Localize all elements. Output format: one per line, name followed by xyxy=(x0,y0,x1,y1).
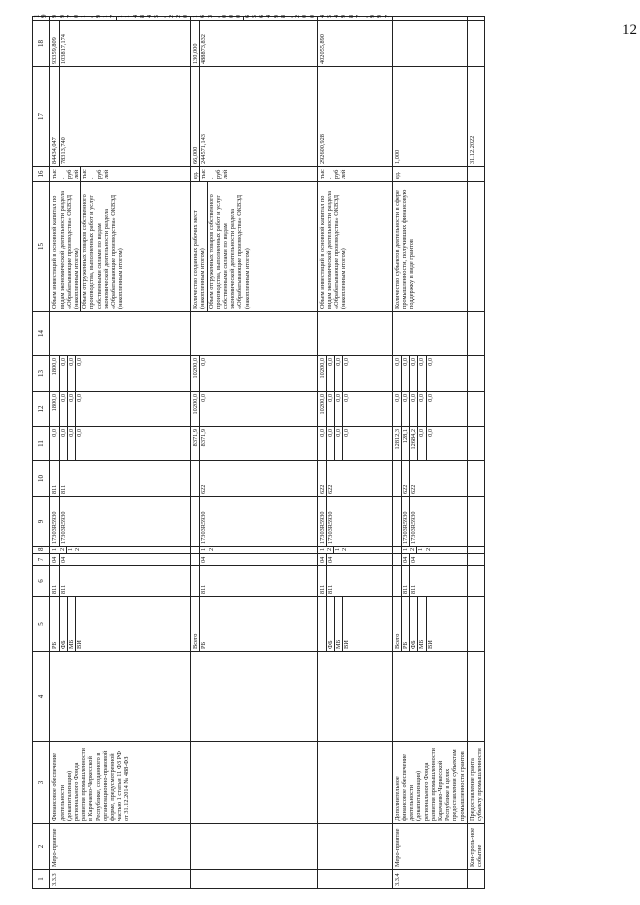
v19-cell xyxy=(50,14,191,21)
c10 xyxy=(394,461,401,496)
c11-cell xyxy=(191,427,317,461)
indicator-cell xyxy=(50,182,191,312)
c10: 811 xyxy=(51,484,59,494)
hdr-9: 9 xyxy=(33,497,50,547)
c7-cell xyxy=(467,554,484,566)
c7: 04 xyxy=(409,554,417,565)
c13-cell xyxy=(50,356,191,392)
c11: 0,0 xyxy=(67,427,75,460)
c11: 8371,9 xyxy=(192,429,200,447)
src xyxy=(319,597,326,651)
hdr-13: 13 xyxy=(33,356,50,392)
row-col4 xyxy=(191,652,317,742)
v17: 78313,740 xyxy=(59,67,67,166)
c13: 10200,0 xyxy=(192,358,200,379)
table-row xyxy=(191,17,317,889)
hdr-14: 14 xyxy=(33,312,50,356)
unit: ед. xyxy=(393,171,401,179)
hdr-11: 11 xyxy=(33,427,50,461)
c13-cell xyxy=(467,356,484,392)
c10: 622 xyxy=(401,461,409,496)
v17-cell xyxy=(392,67,467,167)
c14-cell xyxy=(317,312,392,356)
c9-cell xyxy=(317,497,392,547)
c14-cell xyxy=(191,312,317,356)
table-row xyxy=(467,17,484,889)
c12: 0,0 xyxy=(59,392,67,426)
indicator-cell xyxy=(191,182,317,312)
src: ВИ xyxy=(426,597,434,651)
header-row xyxy=(33,17,50,889)
c8: 12 xyxy=(51,547,66,551)
c13-cell xyxy=(317,356,392,392)
c11: 0,0 xyxy=(59,427,67,460)
src: ВИ xyxy=(342,597,350,651)
c14-cell xyxy=(392,312,467,356)
v18: 130,000 xyxy=(192,43,200,64)
c8 xyxy=(394,547,401,553)
c7 xyxy=(394,554,401,565)
v18-cell xyxy=(191,21,317,67)
unit: тыс. рублей xyxy=(80,167,110,181)
v19-cell xyxy=(392,17,467,21)
unit: тыс. рублей xyxy=(51,169,81,179)
row-col4 xyxy=(317,652,392,742)
src: МБ xyxy=(67,597,75,651)
c6: 811 xyxy=(199,566,207,596)
c11: 12684,2 xyxy=(409,427,417,460)
unit: тыс. рублей xyxy=(318,169,348,179)
c13: 0,0 xyxy=(409,356,417,391)
c11: 0,0 xyxy=(342,427,350,460)
c11: 128,1 xyxy=(401,427,409,460)
v17: 292600,928 xyxy=(318,134,326,164)
unit-cell xyxy=(50,167,191,182)
row-type: Меро-приятие xyxy=(50,824,191,870)
c12: 0,0 xyxy=(326,392,334,426)
c6-cell xyxy=(191,566,317,597)
indicator-text: Объем инвестиций в основной капитал по видам экономической деятельности раздела «Обрабатывающие производства» ОКВЭД (накопленным итогом) xyxy=(51,191,81,309)
c12: 0,0 xyxy=(401,392,409,426)
row-name: Предоставление гранта субъекту промышленности xyxy=(467,742,484,824)
src-cell xyxy=(191,597,317,652)
c9: 17303R5930 xyxy=(326,497,334,546)
row-col4 xyxy=(50,652,191,742)
row-id: 3.3.4 xyxy=(392,870,467,889)
src: ФБ xyxy=(59,597,67,651)
v18-cell xyxy=(50,21,191,67)
c7-cell xyxy=(191,554,317,566)
c12: 0,0 xyxy=(199,392,207,426)
row-name: Финансовое обеспечение деятельности (докапитализация) регионального Фонда развития промышленности в Карачаево-Черкесской Республике, созданного в организационно-правовой форме, предусмотренной частью 1 статьи 11 ФЗ РФ от 31.12.2014 № 488-ФЗ xyxy=(50,742,191,824)
unit-cell xyxy=(392,167,467,182)
c12: 0,0 xyxy=(342,392,350,426)
v19-cell xyxy=(467,17,484,21)
hdr-5: 5 xyxy=(33,597,50,652)
c13: 0,0 xyxy=(75,356,83,391)
c13-cell xyxy=(392,356,467,392)
src: МБ xyxy=(334,597,342,651)
c6: 811 xyxy=(59,566,67,596)
c10: 622 xyxy=(199,461,207,496)
c13: 0,0 xyxy=(326,356,334,391)
c6: 811 xyxy=(51,584,59,594)
c13: 0,0 xyxy=(342,356,350,391)
row-type: Кон-троль-ное событие xyxy=(467,824,484,870)
c13: 0,0 xyxy=(401,356,409,391)
c12-cell xyxy=(467,392,484,427)
v18: 93359,809 xyxy=(51,37,59,64)
row-id xyxy=(467,870,484,889)
c11: 0,0 xyxy=(417,427,425,460)
c12: 0,0 xyxy=(409,392,417,426)
src: ФБ xyxy=(326,597,334,651)
c11-cell xyxy=(467,427,484,461)
c9-cell xyxy=(392,497,467,547)
c9: 17303R5930 xyxy=(318,511,326,544)
c13-cell xyxy=(191,356,317,392)
indicator-cell xyxy=(317,182,392,312)
row-name xyxy=(191,742,317,824)
indicator-text: Объем отгруженных товаров собственного производства, выполненных работ и услуг собственными силами по видам экономической деятельности раздела «Обрабатывающие производства» ОКВЭД (накопленным итогом) xyxy=(80,182,124,311)
v18: 103817,174 xyxy=(59,21,67,66)
v17: 244571,143 xyxy=(199,67,207,166)
hdr-19: 19 xyxy=(33,17,50,21)
c9: 17303R5930 xyxy=(409,497,417,546)
c13: 10200,0 xyxy=(318,358,326,379)
c7-cell xyxy=(392,554,467,566)
unit-cell xyxy=(317,167,392,182)
v17-cell xyxy=(50,67,191,167)
row-type xyxy=(191,824,317,870)
c13: 1800,0 xyxy=(51,358,59,376)
src: ВИ xyxy=(75,597,83,651)
src-cell xyxy=(317,597,392,652)
src-cell xyxy=(392,597,467,652)
c8 xyxy=(192,547,199,553)
c14-cell xyxy=(50,312,191,356)
row-col4 xyxy=(467,652,484,742)
v17-cell xyxy=(317,67,392,167)
src: МБ xyxy=(417,597,425,651)
v18-cell xyxy=(467,21,484,67)
c10-cell xyxy=(467,461,484,497)
table-row xyxy=(50,17,191,889)
src: РБ xyxy=(51,641,59,649)
c7: 04 xyxy=(59,554,67,565)
hdr-17: 17 xyxy=(33,67,50,167)
c6: 811 xyxy=(318,584,326,594)
c10 xyxy=(192,461,199,496)
c10-cell xyxy=(50,461,191,497)
table-container xyxy=(32,16,607,889)
hdr-4: 4 xyxy=(33,652,50,742)
hdr-15: 15 xyxy=(33,182,50,312)
c13: 0,0 xyxy=(417,356,425,391)
v17: 84434,047 xyxy=(51,137,59,164)
c8: 12 xyxy=(200,547,215,551)
c13: 0,0 xyxy=(199,356,207,391)
c6: 811 xyxy=(401,566,409,596)
c11: 0,0 xyxy=(75,427,83,460)
c12: 0,0 xyxy=(426,392,434,426)
c10: 811 xyxy=(59,461,67,496)
v18-cell xyxy=(392,21,467,67)
indicator-text: Количество созданных рабочих мест (накопленным итогом) xyxy=(192,210,207,309)
c10-cell xyxy=(392,461,467,497)
c11-cell xyxy=(392,427,467,461)
c12: 10200,0 xyxy=(192,394,200,415)
hdr-10: 10 xyxy=(33,461,50,497)
c9-cell xyxy=(50,497,191,547)
c12: 1800,0 xyxy=(51,394,59,412)
c6-cell xyxy=(50,566,191,597)
c7 xyxy=(192,554,199,565)
c12: 0,0 xyxy=(75,392,83,426)
c11: 12812,3 xyxy=(393,429,401,450)
c9-cell xyxy=(467,497,484,547)
c10: 622 xyxy=(318,484,326,494)
c8: 12 xyxy=(401,547,417,551)
c6 xyxy=(192,566,199,596)
c11: 8371,9 xyxy=(199,427,207,460)
c10: 622 xyxy=(409,461,417,496)
c6-cell xyxy=(317,566,392,597)
c10-cell xyxy=(191,461,317,497)
c6 xyxy=(394,566,401,596)
src: РБ xyxy=(401,597,409,651)
src: ФБ xyxy=(409,597,417,651)
c13: 0,0 xyxy=(59,356,67,391)
row-id: 3.3.3 xyxy=(50,870,191,889)
v19: 656498,200 xyxy=(243,14,316,18)
v18: 488873,832 xyxy=(199,21,207,66)
v17: 66,000 xyxy=(192,146,200,164)
c8: 12 xyxy=(66,547,82,551)
v19: 114845,220 xyxy=(117,14,190,18)
row-col4 xyxy=(392,652,467,742)
row-type: Меро-приятие xyxy=(392,824,467,870)
row-id xyxy=(317,870,392,889)
row-type xyxy=(317,824,392,870)
c12-cell xyxy=(392,392,467,427)
hdr-2: 2 xyxy=(33,824,50,870)
c8-cell xyxy=(317,547,392,554)
c9 xyxy=(192,497,199,546)
c13: 0,0 xyxy=(393,358,401,366)
rotated-table xyxy=(32,16,607,889)
indicator-text: Количество субъектов деятельности в сфере промышленности, получивших финансовую поддержку в виде грантов xyxy=(393,189,416,309)
c8-cell xyxy=(50,547,191,554)
c11: 0,0 xyxy=(318,429,326,437)
v18-cell xyxy=(317,21,392,67)
c9: 17303R5930 xyxy=(51,511,59,544)
c12: 10200,0 xyxy=(318,394,326,415)
row-name xyxy=(317,742,392,824)
src-cell xyxy=(50,597,191,652)
hdr-12: 12 xyxy=(33,392,50,427)
hdr-1: 1 xyxy=(33,870,50,889)
table-row xyxy=(317,17,392,889)
v17-cell xyxy=(191,67,317,167)
src: Всего xyxy=(192,633,200,649)
c12-cell xyxy=(317,392,392,427)
row-id xyxy=(191,870,317,889)
c12: 0,0 xyxy=(417,392,425,426)
c11-cell xyxy=(50,427,191,461)
c11: 0,0 xyxy=(334,427,342,460)
c10: 622 xyxy=(326,461,334,496)
c10-cell xyxy=(317,461,392,497)
v19-cell xyxy=(317,14,392,21)
hdr-6: 6 xyxy=(33,566,50,597)
c7: 04 xyxy=(326,554,334,565)
c8: 12 xyxy=(334,547,349,551)
unit: тыс. рублей xyxy=(199,167,229,181)
c9: 17303R5930 xyxy=(199,497,207,546)
v19: 163,000 xyxy=(192,14,243,18)
c6: 811 xyxy=(409,566,417,596)
c12: 0,0 xyxy=(334,392,342,426)
c6-cell xyxy=(392,566,467,597)
c13: 0,0 xyxy=(334,356,342,391)
src: РБ xyxy=(199,597,207,651)
indicator-text: Объем отгруженных товаров собственного производства, выполненных работ и услуг собственными силами по видам экономической деятельности раздела «Обрабатывающие производства» ОКВЭД (накопленным итогом) xyxy=(207,182,251,311)
c14-cell xyxy=(467,312,484,356)
c6-cell xyxy=(467,566,484,597)
c12: 0,0 xyxy=(67,392,75,426)
c7-cell xyxy=(50,554,191,566)
c9 xyxy=(394,497,401,546)
v18: 402055,890 xyxy=(318,34,326,64)
indicator-text: Объем инвестиций в основной капитал по видам экономической деятельности раздела «Обрабатывающие производства» ОКВЭД (накопленным итогом) xyxy=(318,191,348,309)
table-row xyxy=(392,17,467,889)
v19-cell xyxy=(191,14,317,21)
unit-cell xyxy=(191,167,317,182)
c13: 0,0 xyxy=(67,356,75,391)
c11: 0,0 xyxy=(51,429,59,437)
c8: 12 xyxy=(417,547,432,551)
c7: 04 xyxy=(401,554,409,565)
hdr-16: 16 xyxy=(33,167,50,182)
c13: 0,0 xyxy=(426,356,434,391)
src: Всего xyxy=(393,633,401,649)
src-cell xyxy=(467,597,484,652)
c12: 0,0 xyxy=(393,394,401,402)
c12-cell xyxy=(191,392,317,427)
c11-cell xyxy=(317,427,392,461)
c7-cell xyxy=(317,554,392,566)
c8-cell xyxy=(191,547,317,554)
c7: 04 xyxy=(51,556,59,563)
c8-cell xyxy=(467,547,484,554)
v19: 99701,917 xyxy=(51,14,117,18)
unit: ед. xyxy=(192,171,200,179)
hdr-3: 3 xyxy=(33,742,50,824)
hdr-18: 18 xyxy=(33,21,50,67)
c7: 04 xyxy=(318,556,326,563)
c9-cell xyxy=(191,497,317,547)
c11: 0,0 xyxy=(426,427,434,460)
row-name: Дополнительное финансовое обеспечение деятельности (докапитализация) регионального Фонда развития промышленности Карачаево-Черкесской Республике в целях предоставления субъектам промышленности грантов xyxy=(392,742,467,824)
indicator-cell xyxy=(392,182,467,312)
c8: 12 xyxy=(318,547,333,551)
unit-cell xyxy=(467,167,484,182)
c11: 0,0 xyxy=(326,427,334,460)
page-number: 12 xyxy=(622,22,637,38)
hdr-7: 7 xyxy=(33,554,50,566)
program-table xyxy=(32,16,485,889)
c9: 17303R5930 xyxy=(59,497,67,546)
c7: 04 xyxy=(199,554,207,565)
c12-cell xyxy=(50,392,191,427)
c6: 811 xyxy=(326,566,334,596)
hdr-8: 8 xyxy=(33,547,50,554)
c8-cell xyxy=(392,547,467,554)
c9: 17303R5930 xyxy=(401,497,409,546)
v19: 454987,997 xyxy=(318,14,391,18)
indicator-cell xyxy=(467,182,484,312)
v17-cell: 31.12.2022 xyxy=(467,67,484,167)
v17: 1,000 xyxy=(393,149,401,164)
